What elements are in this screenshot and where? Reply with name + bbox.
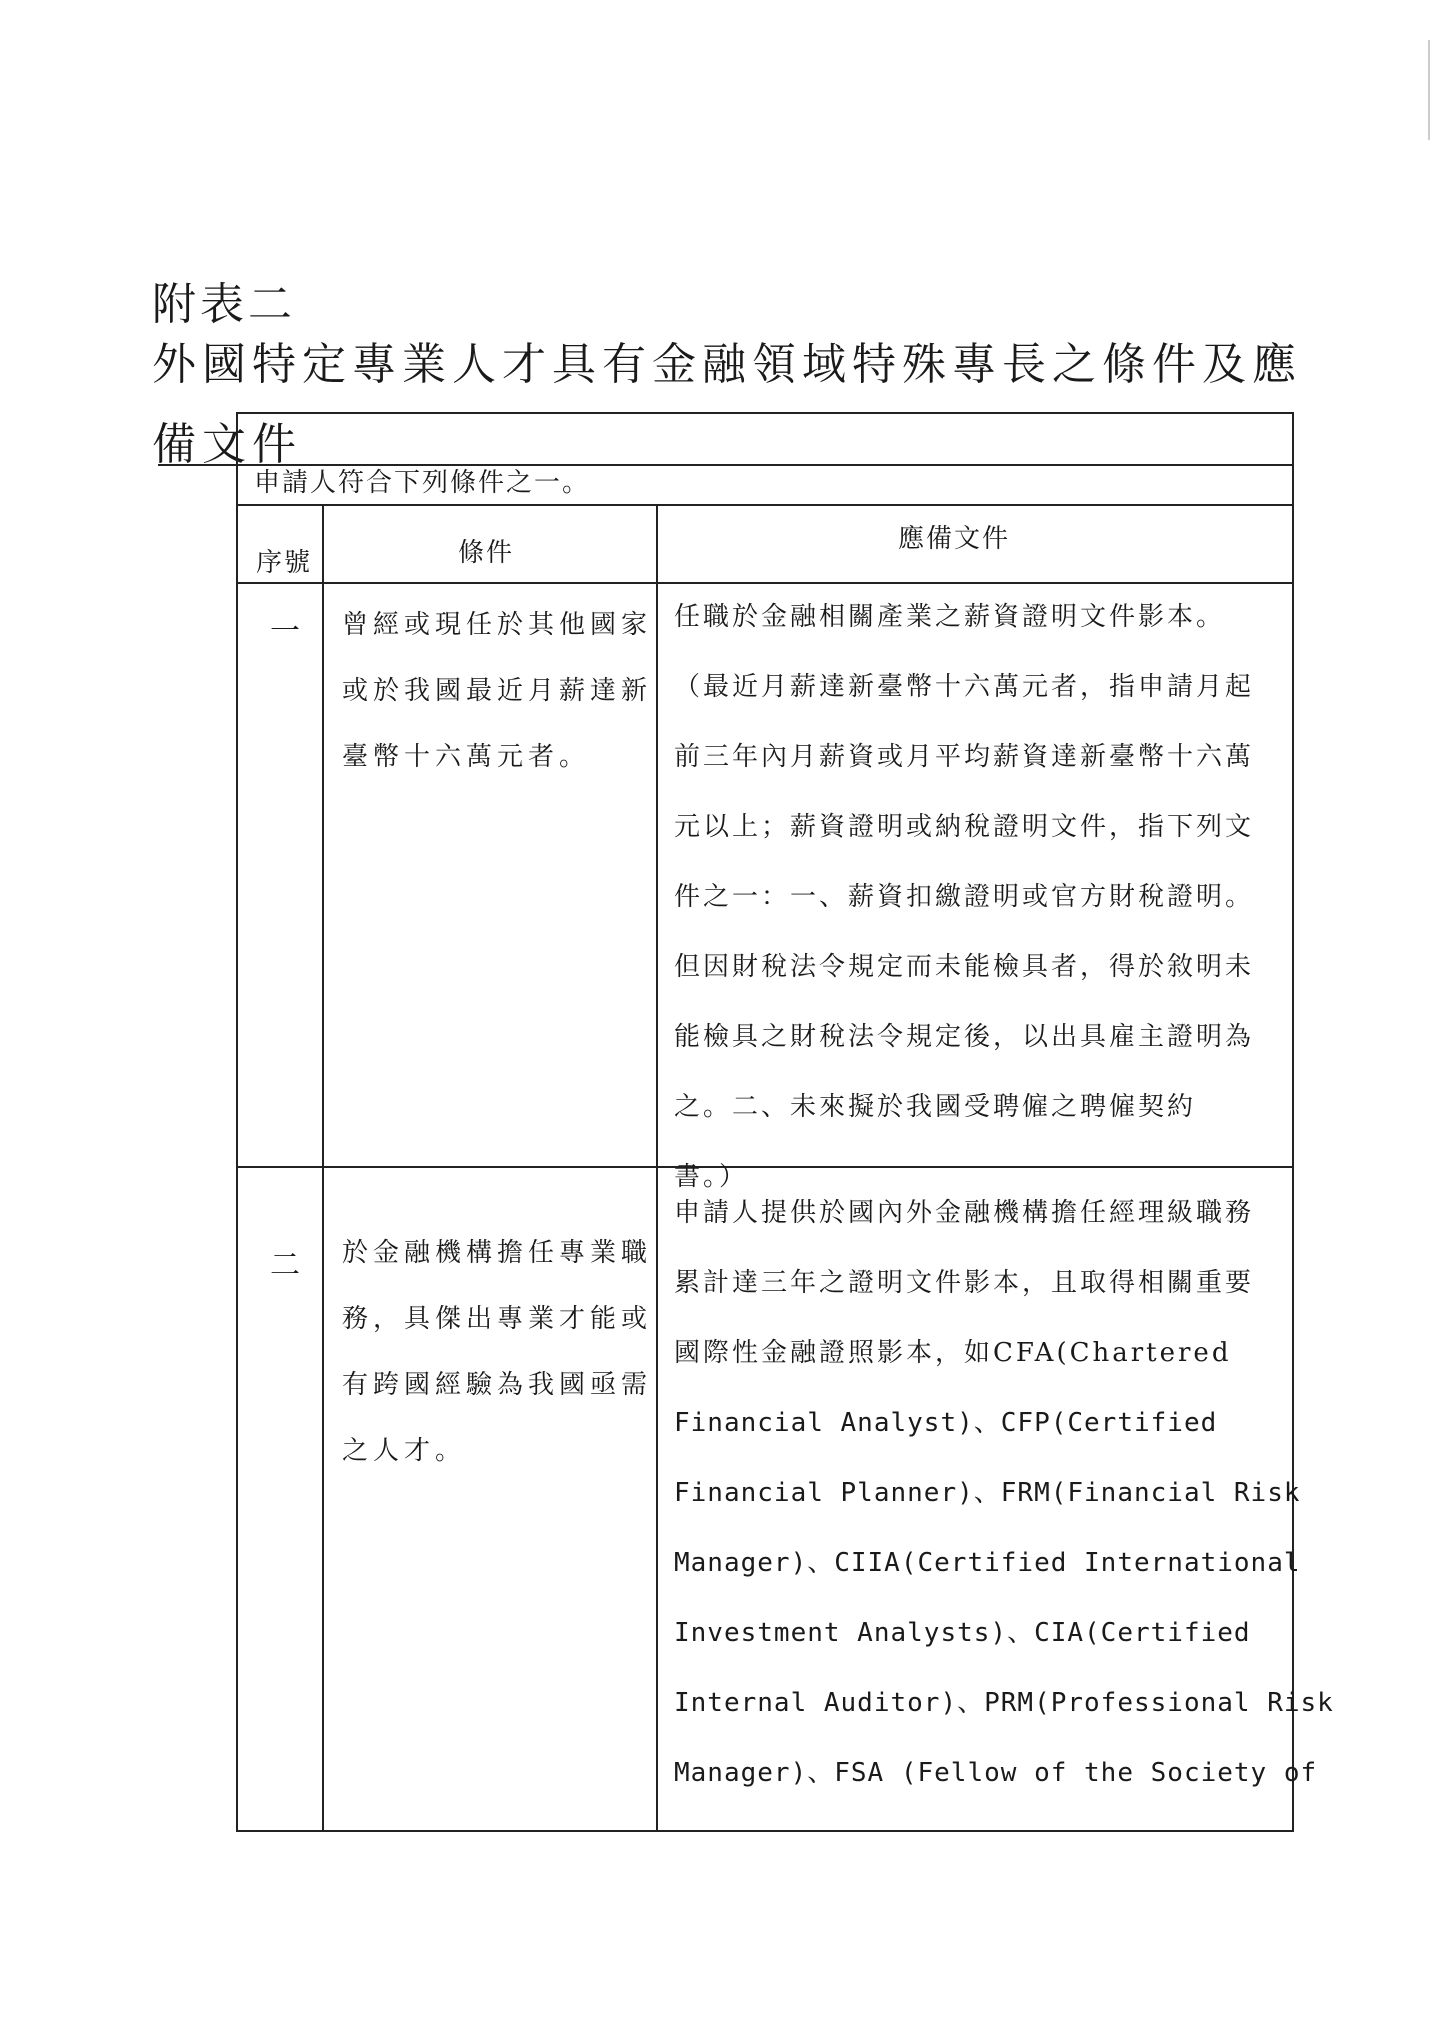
- document-line: （最近月薪達新臺幣十六萬元者，指申請月起: [674, 672, 1255, 702]
- header-number: 序號: [256, 548, 313, 578]
- document-line: Financial Analyst)、CFP(Certified: [674, 1408, 1218, 1438]
- document-line: Internal Auditor)、PRM(Professional Risk: [674, 1688, 1334, 1718]
- document-line: 國際性金融證照影本，如CFA(Chartered: [674, 1338, 1232, 1368]
- document-line: 書。）: [674, 1162, 749, 1192]
- condition-line: 有跨國經驗為我國亟需: [342, 1370, 653, 1400]
- document-line: 元以上；薪資證明或納稅證明文件，指下列文: [674, 812, 1255, 842]
- row-condition: [342, 1220, 652, 1484]
- document-line: Manager)、FSA (Fellow of the Society of: [674, 1758, 1318, 1788]
- document-line: Financial Planner)、FRM(Financial Risk: [674, 1478, 1301, 1508]
- document-line: Investment Analysts)、CIA(Certified: [674, 1618, 1251, 1648]
- row-number: 二: [270, 1248, 300, 1283]
- condition-line: 務，具傑出專業才能或: [342, 1304, 653, 1334]
- table-intro: 申請人符合下列條件之一。: [254, 468, 591, 498]
- document-line: Manager)、CIIA(Certified International: [674, 1548, 1301, 1578]
- document-line: 但因財稅法令規定而未能檢具者，得於敘明未: [674, 952, 1255, 982]
- document-line: 累計達三年之證明文件影本，且取得相關重要: [674, 1268, 1255, 1298]
- requirements-table: [236, 412, 1334, 1832]
- appendix-label: 附表二: [152, 279, 296, 330]
- document-title-continued: 備文件: [152, 419, 302, 470]
- row-documents: [674, 582, 1254, 1212]
- header-condition: 條件: [458, 538, 515, 568]
- document-line: 申請人提供於國內外金融機構擔任經理級職務: [674, 1198, 1255, 1228]
- document-line: 之。二、未來擬於我國受聘僱之聘僱契約: [674, 1092, 1197, 1122]
- scan-edge-mark: [1428, 40, 1430, 140]
- row-number: 一: [270, 614, 300, 649]
- header-documents: 應備文件: [898, 524, 1011, 554]
- condition-line: 於金融機構擔任專業職: [342, 1238, 653, 1268]
- document-title: 外國特定專業人才具有金融領域特殊專長之條件及應: [152, 339, 1302, 390]
- document-line: 件之一：一、薪資扣繳證明或官方財稅證明。: [674, 882, 1255, 912]
- document-line: 前三年內月薪資或月平均薪資達新臺幣十六萬: [674, 742, 1255, 772]
- condition-line: 臺幣十六萬元者。: [342, 742, 591, 772]
- table-column-rule: [322, 504, 324, 1830]
- row-documents-certificates: [674, 1388, 1334, 1808]
- row-documents: [674, 1178, 1254, 1388]
- table-rule: [238, 504, 1292, 506]
- condition-line: 或於我國最近月薪達新: [342, 676, 653, 706]
- document-line: 任職於金融相關產業之薪資證明文件影本。: [674, 602, 1226, 632]
- document-line: 能檢具之財稅法令規定後，以出具雇主證明為: [674, 1022, 1255, 1052]
- row-condition: [342, 592, 652, 790]
- condition-line: 之人才。: [342, 1436, 467, 1466]
- title-underline: [158, 464, 238, 466]
- table-column-rule: [656, 504, 658, 1830]
- condition-line: 曾經或現任於其他國家: [342, 610, 653, 640]
